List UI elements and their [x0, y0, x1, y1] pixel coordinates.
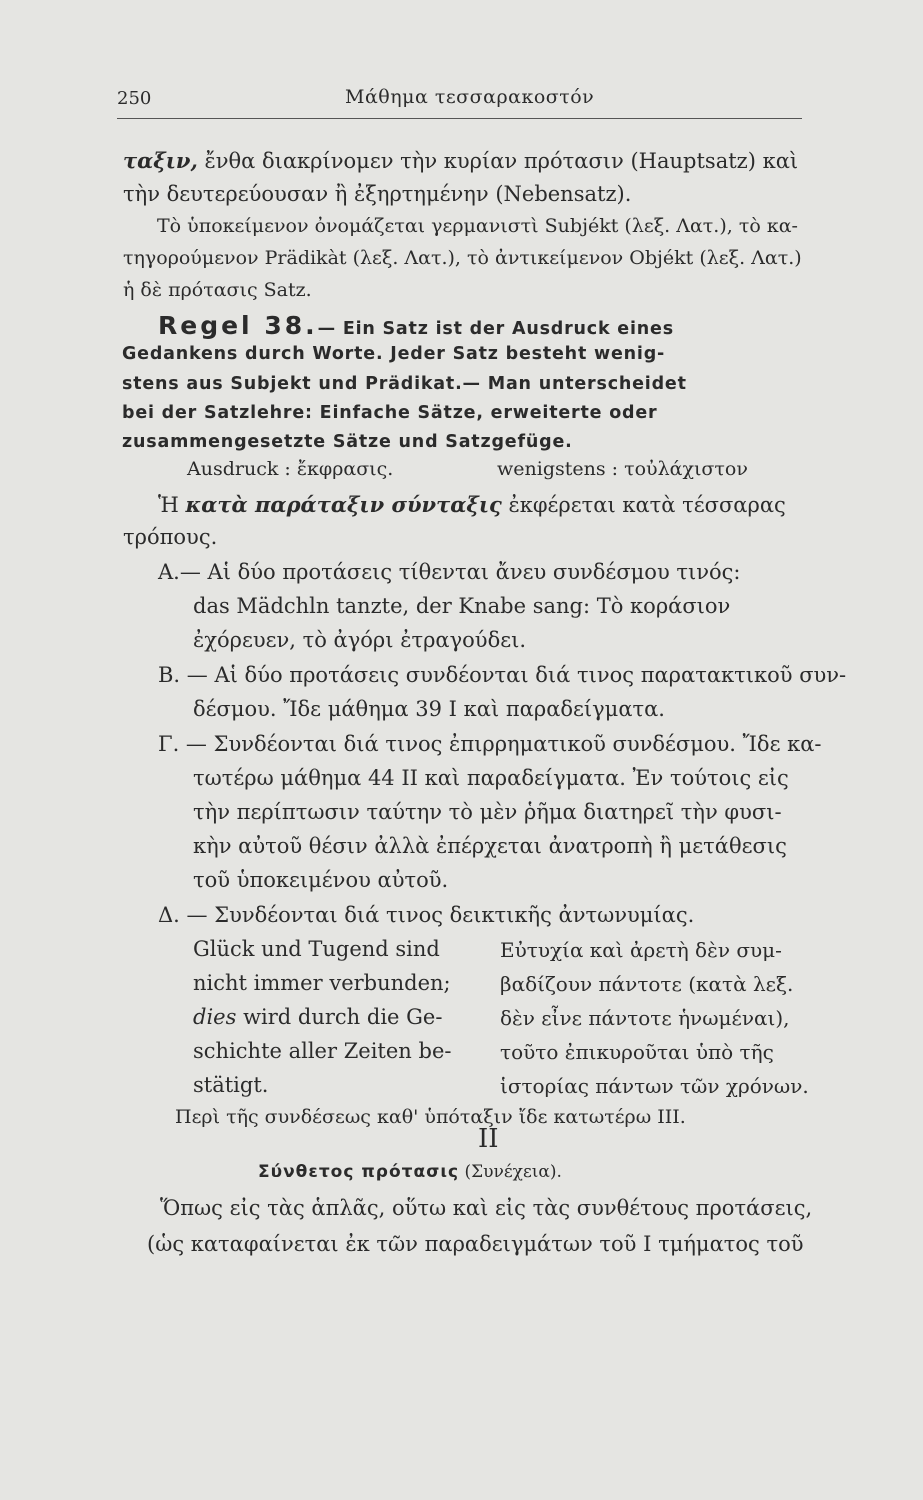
item-b-line-2: δέσμου. Ἴδε μάθημα 39 I καὶ παραδείγματα.: [193, 697, 665, 721]
item-a-text: Αἱ δύο προτάσεις τίθενται ἄνευ συνδέσμου τινός:: [207, 560, 741, 584]
item-a-line-2: das Mädchln tanzte, der Knabe sang: Τὸ κοράσιον: [193, 594, 731, 618]
page-number: 250: [117, 88, 152, 109]
item-g-line-5: τοῦ ὑποκειμένου αὐτοῦ.: [193, 868, 449, 892]
intro-line-2: τὴν δευτερεύουσαν ἢ ἐξηρτημένην (Nebensatz).: [123, 182, 632, 206]
parataxis-article: Ἡ: [158, 493, 179, 517]
parataxis-line-2: τρόπους.: [123, 525, 218, 549]
running-title: Μάθημα τεσσαρακοστόν: [345, 86, 595, 108]
intro-line-1: [123, 148, 798, 173]
example-right-3: δὲν εἶνε πάντοτε ἡνωμέναι),: [500, 1006, 790, 1030]
section-numeral: II: [478, 1124, 499, 1154]
example-right-2: βαδίζουν πάντοτε (κατὰ λεξ.: [500, 972, 794, 996]
gloss-left: Ausdruck : ἔκφρασις.: [187, 458, 394, 480]
regel-line-1: [158, 311, 674, 340]
intro-line-3: Τὸ ὑποκείμενον ὀνομάζεται γερμανιστὶ Subjékt (λεξ. Λατ.), τὸ κα-: [157, 215, 798, 237]
example-left-5: stätigt.: [193, 1073, 269, 1097]
regel-line-3: stens aus Subjekt und Prädikat.— Man unterscheidet: [122, 374, 687, 394]
parataxis-line-1: [158, 492, 786, 517]
item-d-label: Δ. —: [158, 903, 208, 927]
item-b-label: B. —: [158, 663, 208, 687]
example-left-4: schichte aller Zeiten be-: [193, 1039, 452, 1063]
closing-line: Περὶ τῆς συνδέσεως καθ' ὑπόταξιν ἴδε κατωτέρω III.: [175, 1106, 686, 1128]
intro-line-4: τηγορούμενον Prädikàt (λεξ. Λατ.), τὸ ἀντικείμενον Objékt (λεξ. Λατ.): [123, 247, 802, 269]
regel-line-2: Gedankens durch Worte. Jeder Satz besteht wenig-: [122, 344, 666, 364]
header-rule: [117, 118, 802, 119]
item-d-text: Συνδέονται διά τινος δεικτικῆς ἀντωνυμίας.: [214, 903, 695, 927]
intro-line-5: ἡ δὲ πρότασις Satz.: [123, 279, 312, 301]
regel-title: Regel 38.: [158, 311, 318, 340]
item-g-text: Συνδέονται διά τινος ἐπιρρηματικοῦ συνδέσμου. Ἴδε κα-: [213, 732, 822, 756]
example-left-3: [193, 1005, 442, 1029]
parataxis-bold-term: κατὰ παράταξιν σύνταξις: [185, 492, 502, 517]
regel-line-5: zusammengesetzte Sätze und Satzgefüge.: [122, 432, 573, 452]
example-left-italic: dies: [193, 1005, 237, 1029]
item-b-text: Αἱ δύο προτάσεις συνδέονται διά τινος παρατακτικοῦ συν-: [214, 663, 847, 687]
item-a-line-3: ἐχόρευεν, τὸ ἀγόρι ἐτραγούδει.: [193, 628, 526, 652]
regel-line-1-text: — Ein Satz ist der Ausdruck eines: [317, 319, 674, 339]
item-a-line-1: [158, 560, 740, 584]
section-heading: [258, 1162, 562, 1182]
example-left-3-text: wird durch die Ge-: [243, 1005, 443, 1029]
page-header: [117, 88, 802, 112]
intro-bold-word: ταξιν,: [123, 148, 198, 173]
example-right-5: ἱστορίας πάντων τῶν χρόνων.: [500, 1074, 809, 1098]
example-left-2: nicht immer verbunden;: [193, 971, 451, 995]
gloss-right: wenigstens : τοὐλάχιστον: [497, 458, 748, 480]
item-g-line-1: [158, 732, 822, 756]
item-d-line-1: [158, 903, 694, 927]
example-right-1: Εὐτυχία καὶ ἀρετὴ δὲν συμ-: [500, 938, 782, 962]
item-g-line-2: τωτέρω μάθημα 44 II καὶ παραδείγματα. Ἐν τούτοις εἰς: [193, 766, 789, 790]
section2-line-1: Ὅπως εἰς τὰς ἁπλᾶς, οὕτω καὶ εἰς τὰς συνθέτους προτάσεις,: [160, 1196, 813, 1220]
item-g-line-3: τὴν περίπτωσιν ταύτην τὸ μὲν ῥῆμα διατηρεῖ τὴν φυσι-: [193, 800, 782, 824]
section-heading-rest: (Συνέχεια).: [464, 1162, 562, 1182]
item-b-line-1: [158, 663, 846, 687]
item-g-label: Γ. —: [158, 732, 207, 756]
regel-line-4: bei der Satzlehre: Einfache Sätze, erweiterte oder: [122, 403, 658, 423]
item-a-label: A.—: [158, 560, 201, 584]
example-left-1: Glück und Tugend sind: [193, 937, 440, 961]
section2-line-2: (ὡς καταφαίνεται ἐκ τῶν παραδειγμάτων τοῦ I τμήματος τοῦ: [147, 1232, 804, 1256]
parataxis-line-1-text: ἐκφέρεται κατὰ τέσσαρας: [508, 493, 786, 517]
section-heading-bold: Σύνθετος πρότασις: [258, 1162, 460, 1182]
intro-line-1-text: ἔνθα διακρίνομεν τὴν κυρίαν πρότασιν (Hauptsatz) καὶ: [204, 149, 799, 173]
item-g-line-4: κὴν αὐτοῦ θέσιν ἀλλὰ ἐπέρχεται ἀνατροπὴ ἢ μετάθεσις: [193, 834, 787, 858]
example-right-4: τοῦτο ἐπικυροῦται ὑπὸ τῆς: [500, 1040, 774, 1064]
